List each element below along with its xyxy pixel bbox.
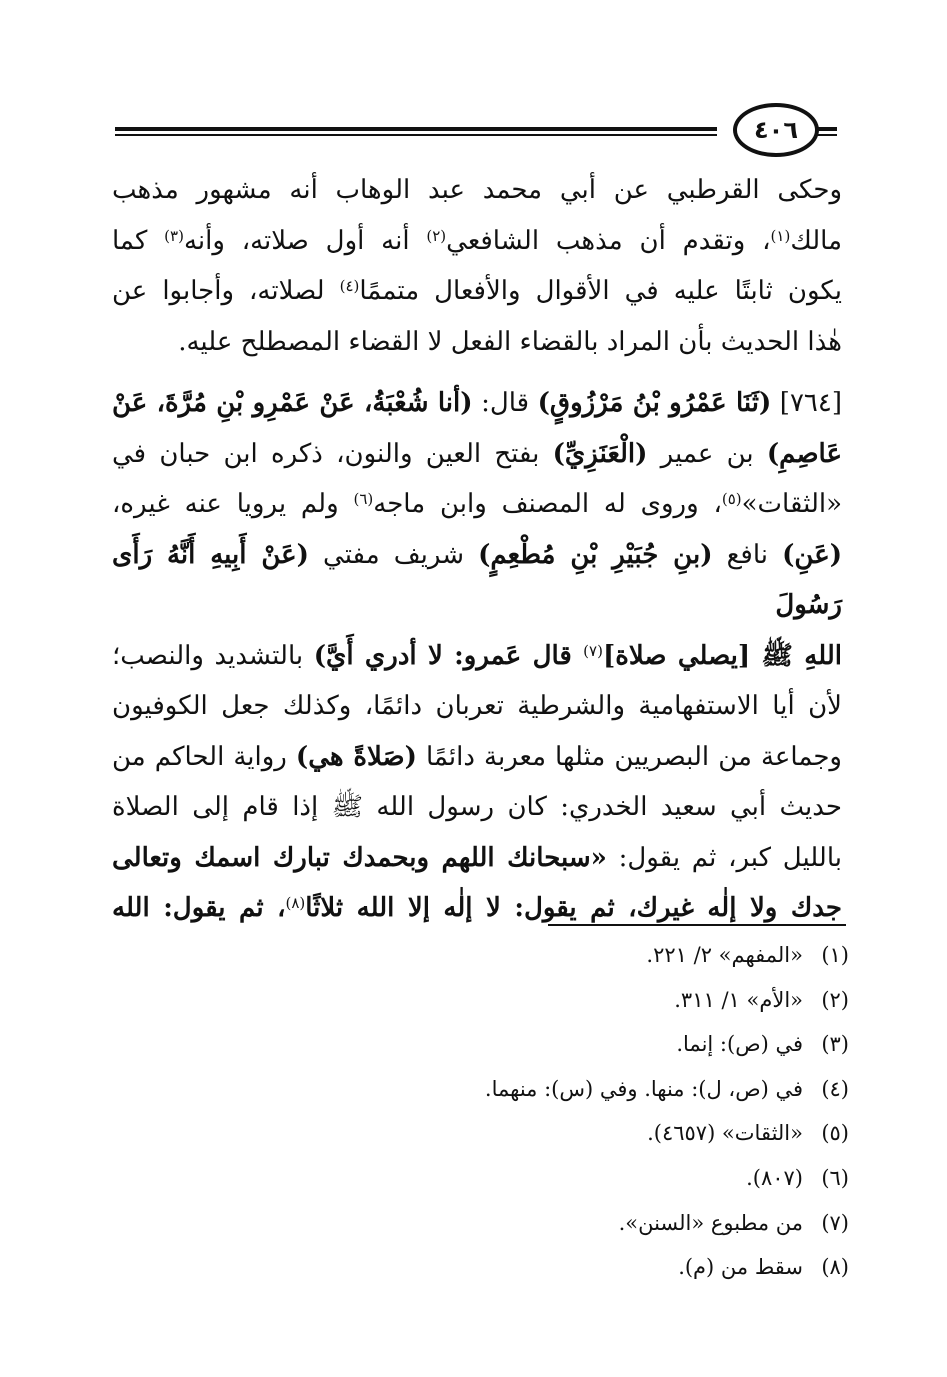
footnote [129, 1156, 849, 1201]
footnotes [129, 933, 849, 1290]
footnote-number: (٧) [821, 1210, 849, 1235]
plain-text: وحكى القرطبي عن أبي محمد عبد الوهاب أنه مشهور مذهب [112, 175, 843, 205]
footnote-text: من مطبوع «السنن». [618, 1210, 803, 1235]
footnote-number: (٤) [821, 1076, 849, 1101]
footnote-text: في (ص): إنما. [676, 1032, 803, 1057]
header-rule-thick [115, 127, 717, 131]
bold-text: (بنِ جُبَيْرِ بْنِ مُطْعِمٍ) [478, 539, 713, 570]
plain-text: حديث أبي سعيد الخدري: كان رسول الله ﷺ إذا قام إلى الصلاة [112, 792, 842, 822]
plain-text: شريف مفتي [308, 539, 479, 570]
footnote-ref: (٦) [353, 489, 374, 508]
footnote-ref: (٧) [583, 641, 603, 660]
footnote-text: سقط من (م). [678, 1255, 803, 1280]
plain-text: لصلاته، وأجابوا عن [112, 276, 340, 306]
footnote-number: (٢) [821, 987, 849, 1012]
text-line [112, 378, 842, 429]
header-rule-thin [115, 134, 717, 136]
footnote-ref: (٢) [426, 226, 447, 245]
plain-text: «الثقات» [741, 489, 842, 519]
page-header [115, 103, 837, 159]
plain-text: رواية الحاكم من [112, 741, 296, 772]
text-line [112, 530, 842, 631]
footnote-number: (٣) [821, 1032, 849, 1057]
footnote-number: (١) [821, 943, 849, 967]
bold-text: «سبحانك اللهم وبحمدك تبارك اسمك وتعالى [112, 842, 607, 873]
footnote [129, 933, 849, 978]
paragraph-gap [112, 367, 842, 378]
text-line [112, 216, 842, 267]
plain-text: لأن أيا الاستفهامية والشرطية تعربان دائمًا، وكذلك جعل الكوفيون [112, 691, 842, 721]
footnote-text: في (ص، ل): منها. وفي (س): منهما. [484, 1076, 803, 1101]
plain-text: وجماعة من البصريين مثلها معربة دائمًا [416, 741, 842, 772]
main-text [112, 165, 842, 934]
footnote-number: (٨) [821, 1255, 849, 1280]
plain-text: مالك [790, 225, 842, 256]
footnote [129, 1022, 849, 1067]
text-line [112, 681, 842, 732]
footnote-ref: (٣) [164, 226, 184, 245]
bold-text: ، ثم يقول: الله [112, 893, 286, 923]
plain-text: بالليل كبر، ثم يقول: [606, 842, 842, 873]
footnote [129, 978, 849, 1023]
text-line [112, 631, 842, 682]
bold-text: عَاصِمِ) [766, 438, 842, 469]
footnote-text: (٨٠٧). [746, 1165, 803, 1190]
bold-text: (أنا شُعْبَةُ، عَنْ عَمْرِو بْنِ مُرَّةَ، عَنْ [112, 388, 473, 418]
bold-text: جدك ولا إلٰه غيرك، ثم يقول: لا إلٰه إلا الله ثلاثًا [305, 893, 842, 923]
footnote-ref: (٨) [285, 893, 306, 912]
plain-text: أنه أول صلاته، وأنه [183, 225, 427, 256]
text-line [112, 732, 842, 783]
footnote [129, 1245, 849, 1290]
plain-text: ، وروى له المصنف وابن ماجه [373, 489, 722, 519]
plain-text: كما [112, 225, 165, 256]
footnote-text: «الثقات» (٤٦٥٧). [647, 1121, 803, 1146]
text-line [112, 317, 842, 368]
footnote-number: (٥) [821, 1121, 849, 1146]
bold-text: (ثَنَا عَمْرُو بْنُ مَرْزُوقٍ) [537, 388, 772, 418]
plain-text: ولم يرويا عنه غيره، [112, 489, 354, 519]
plain-text: [٧٦٤] [771, 388, 842, 418]
bold-text: (الْعَنَزِيِّ) [552, 438, 648, 469]
plain-text: نافع [712, 539, 783, 570]
footnote-ref: (٥) [721, 489, 742, 508]
footnote-text: «الأم» ١/ ٣١١. [674, 987, 803, 1012]
text-line [112, 165, 842, 216]
footnote [129, 1067, 849, 1112]
plain-text: قال: [472, 388, 538, 418]
plain-text: بالتشديد والنصب؛ [112, 640, 314, 671]
footnote-ref: (٤) [339, 276, 360, 295]
footnote-separator [548, 924, 846, 926]
bold-text: (صَلاةً هي) [295, 741, 417, 772]
plain-text: ، وتقدم أن مذهب الشافعي [446, 225, 771, 256]
text-line [112, 833, 842, 884]
bold-text: (عَنْ أَبِيهِ أَنَّهُ رَأَى رَسُولَ [112, 539, 842, 620]
text-line [112, 782, 842, 833]
plain-text: بفتح العين والنون، ذكره ابن حبان في [112, 438, 553, 469]
bold-text: اللهِ ﷺ [يصلي صلاة] [602, 640, 842, 671]
footnote [129, 1201, 849, 1246]
footnote-text: «المفهم» ٢/ ٢٢١. [646, 943, 803, 967]
bold-text: (عَنِ) [782, 539, 843, 570]
plain-text: بن عمير [647, 438, 767, 469]
plain-text: هٰذا الحديث بأن المراد بالقضاء الفعل لا القضاء المصطلح عليه. [178, 326, 842, 357]
footnote-number: (٦) [821, 1165, 849, 1190]
plain-text: يكون ثابتًا عليه في الأقوال والأفعال متممًا [359, 276, 842, 306]
bold-text: قال عَمرو: لا أدري أَيَّ) [313, 640, 584, 671]
text-line [112, 479, 842, 530]
page-number: ٤٠٦ [733, 103, 819, 157]
text-line [112, 429, 842, 480]
text-line [112, 266, 842, 317]
footnote [129, 1111, 849, 1156]
footnote-ref: (١) [770, 226, 791, 245]
